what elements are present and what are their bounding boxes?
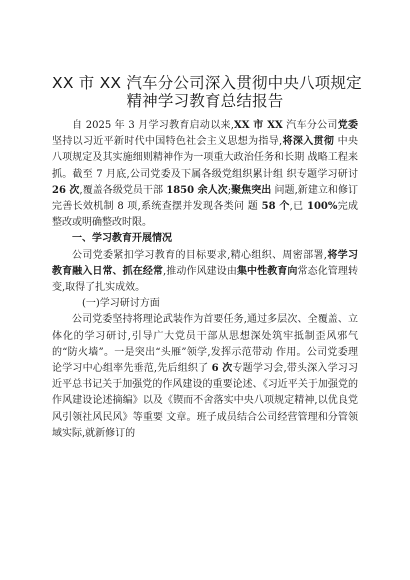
bold-text-run: 党委 [337,120,359,131]
bold-text-run: XX 市 XX [233,120,283,131]
title-line-1: XX 市 XX 汽车分公司深入贯彻中央八项规定 [52,74,362,92]
bold-text-run: 6 次 [211,363,233,375]
bold-text-run: 58 个 [261,201,290,213]
text-run: ; [227,184,232,196]
text-run: 常态化管理转变,取得了扎实成效。 [52,265,358,294]
document-body [52,118,358,442]
section-1-paragraph [52,248,358,297]
bold-text-run: 100% [306,201,338,213]
bold-text-run: 集中性教育向 [236,265,298,277]
text-run: 中央八项规定及其实施细则精神作为一项重大政治任务和长期 战略工程来抓。截至 7 月底,公司党委及下属各级党组织累计组 织专题学习研讨 [52,136,359,180]
text-run: 完成整改或明确整改时限。 [52,201,359,229]
bold-text-run: 26 次 [52,184,80,196]
bold-text-run: 将学习教育融入日常、抓在经常 [52,249,359,277]
section-heading-1: 一、学习教育开展情况 [72,233,172,245]
intro-paragraph [52,118,358,231]
text-run: 问题,新建立和修订完善长效机制 8 项,系统查摆并发现各类问 题 [52,184,359,213]
text-run: ,覆盖各级党员干部 [79,184,167,196]
subsection-1-paragraph [52,312,358,442]
subsection-heading-1: (一)学习研讨方面 [82,298,160,310]
bold-text-run: 将深入贯彻 [282,136,335,148]
text-run: 公司党委坚持将理论武装作为首要任务,通过多层次、全覆盖、立体化的学习研讨,引导广大党员干部从思想深处筑牢抵制歪风邪气的“防火墙”。一是突出“头雁”领学,发挥示范带动 作用。公司党委理论学习中心组率先垂范,先后组织了 [52,314,358,375]
text-run: 专题学习会,带头深入学习习近平总书记关于加强党的作风建设的重要论述、《习近平关于加强党的作风建设论述摘编》以及《锲而不舍落实中央八项规定精神,以优良党风引领社风民风》等重要 文章。班子成员结合公司经营管理和分管领域实际,就新修订的 [52,363,358,439]
document-title [52,74,362,110]
text-run: 汽车分公司 [282,120,338,131]
title-line-2: 精神学习教育总结报告 [126,92,284,110]
text-run: 公司党委紧扣学习教育的目标要求,精心组织、周密部署, [72,249,327,261]
bold-text-run: 1850 余人次 [166,184,228,196]
text-run: 自 2025 年 3 月学习教育启动以来, [72,120,234,131]
bold-text-run: 聚焦突出 [231,184,272,196]
text-run: ,推动作风建设由 [163,265,237,277]
text-run: ,已 [289,201,307,213]
text-run: 坚持以习近平新时代中国特色社会主义思想为指导, [52,136,283,148]
